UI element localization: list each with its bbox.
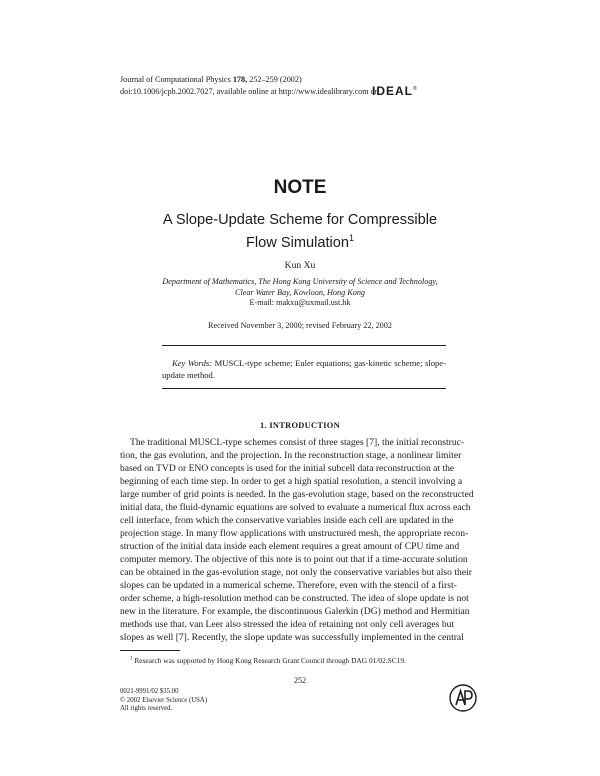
note-label: NOTE	[273, 177, 327, 198]
paper-title	[0, 211, 600, 252]
keywords-text: MUSCL-type scheme; Euler equations; gas-kinetic scheme; slope-update method.	[162, 358, 446, 380]
page-number: 252	[293, 676, 307, 685]
title-line-1: A Slope-Update Scheme for Compressible	[162, 212, 438, 228]
intro-line: projection stage. In many flow applications with unstructured mesh, the appropriate recon-	[120, 528, 469, 539]
intro-line: slopes as well [7]. Recently, the slope update was successfully implemented in the central	[120, 632, 464, 643]
intro-line: The traditional MUSCL-type schemes consist of three stages [7], the initial reconstruc-	[130, 437, 465, 448]
intro-line: computer memory. The objective of this note is to point out that if a time-accurate solution	[120, 554, 468, 565]
keywords-bottom-rule	[162, 388, 446, 389]
copyright-line: © 2002 Elsevier Science (USA)	[120, 696, 208, 704]
intro-line: slopes can be updated in a numerical scheme. Therefore, even with the stencil of a first-	[120, 580, 457, 591]
section-heading: 1. INTRODUCTION	[260, 421, 340, 430]
footnote-rule	[120, 650, 180, 651]
ideal-library-logo: IDEAL®	[372, 84, 418, 98]
intro-line: initial data, the fluid-dynamic equations are solved to evaluate a numerical flux across each	[120, 502, 471, 513]
footnote	[130, 656, 406, 665]
intro-line: large number of grid points is needed. In the gas-evolution stage, based on the reconstructed	[120, 489, 474, 500]
copyright-block	[120, 688, 207, 714]
keywords-block	[162, 357, 446, 381]
intro-line: struction of the initial data inside each element requires a great amount of CPU time and	[120, 541, 460, 552]
intro-line: order scheme, a high-resolution method can be constructed. The idea of slope update is not	[120, 593, 469, 604]
affiliation-line-1: Department of Mathematics, The Hong Kong University of Science and Technology,	[162, 277, 438, 286]
intro-line: cell interface, from which the conservative variables inside each cell are updated in the	[120, 515, 454, 526]
intro-paragraph	[120, 436, 482, 644]
author-email[interactable]: E-mail: makxu@uxmail.ust.hk	[249, 298, 351, 308]
intro-line: tion, the gas evolution, and the projection. In the reconstruction stage, a nonlinear limiter	[120, 450, 462, 461]
issn-price: 0021-9991/02 $35.00	[120, 688, 179, 695]
footnote-mark: 1	[130, 656, 133, 662]
affiliation	[0, 277, 600, 309]
academic-press-logo-icon	[449, 684, 477, 712]
rights-line: All rights reserved.	[120, 705, 173, 713]
keywords-label: Key Words:	[172, 358, 213, 368]
intro-line: can be obtained in the gas-evolution stage, not only the conservative variables but also their	[120, 567, 472, 578]
intro-line: beginning of each time step. In order to get a high spatial resolution, a stencil involving a	[120, 476, 463, 487]
intro-line: methods use that. van Leer also stressed the idea of retaining not only cell averages but	[120, 619, 455, 630]
keywords-top-rule	[162, 345, 446, 346]
doi-line[interactable]: doi:10.1006/jcph.2002.7027, available online at http://www.idealibrary.com on	[120, 87, 379, 96]
author-name: Kun Xu	[284, 260, 316, 271]
journal-citation	[120, 74, 379, 98]
title-line-2: Flow Simulation$^1$	[245, 233, 355, 251]
title-footnote-mark: 1	[349, 233, 355, 243]
intro-line: new in the literature. For example, the discontinuous Galerkin (DG) method and Hermitian	[120, 606, 470, 617]
affiliation-line-2: Clear Water Bay, Kowloon, Hong Kong	[234, 287, 366, 297]
journal-line	[120, 74, 379, 86]
footnote-text: Research was supported by Hong Kong Research Grant Council through DAG 01/02.SC19.	[132, 656, 406, 665]
received-dates: Received November 3, 2000; revised February 22, 2002	[208, 321, 392, 330]
journal-pages: 252–259 (2002)	[247, 75, 302, 84]
journal-name: Journal of Computational Physics	[120, 75, 233, 84]
journal-volume: 178,	[232, 75, 248, 84]
intro-line: based on TVD or ENO concepts is used for the initial subcell data reconstruction at the	[120, 463, 455, 474]
